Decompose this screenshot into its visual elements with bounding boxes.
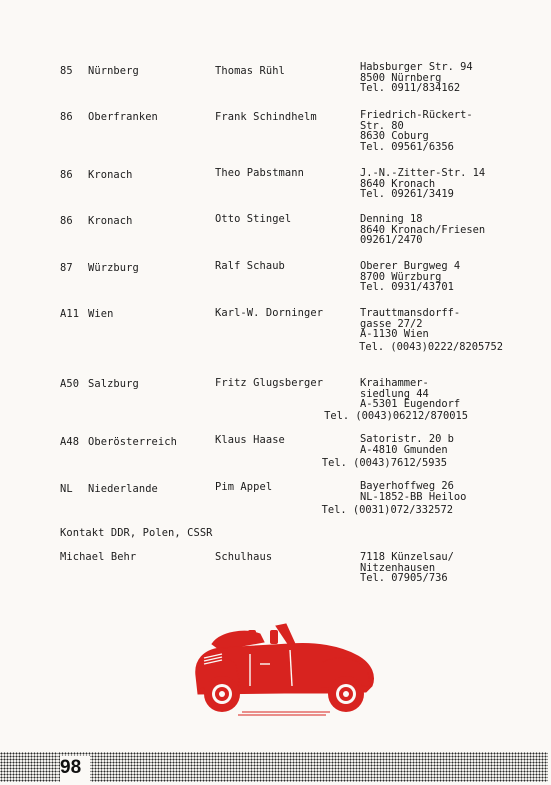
entry-region: Nürnberg	[88, 65, 139, 77]
entry-address	[360, 110, 473, 152]
entry-name: Klaus Haase	[215, 434, 285, 446]
address-line: Tel. 07905/736	[360, 572, 448, 584]
entry-code: NL	[60, 483, 73, 495]
entry-address	[360, 308, 460, 340]
entry-code: A11	[60, 308, 80, 320]
entry-code: 87	[60, 262, 73, 274]
address-line: Friedrich-Rückert-	[360, 109, 473, 121]
contact-org: Schulhaus	[215, 551, 273, 563]
address-line: A-4810 Gmunden	[360, 443, 448, 456]
entry-region: Oberösterreich	[88, 436, 177, 448]
address-line: 7118 Künzelsau/	[360, 551, 454, 563]
address-line: siedlung 44	[360, 387, 429, 400]
address-line: Tel. 09261/3419	[360, 188, 454, 200]
address-line: 09261/2470	[360, 234, 423, 246]
address-line: Str. 80	[360, 119, 404, 132]
address-line: gasse 27/2	[360, 317, 423, 330]
address-line: 8630 Coburg	[360, 130, 429, 142]
entry-address	[360, 214, 485, 246]
address-line: 8700 Würzburg	[360, 270, 442, 283]
entry-code: 86	[60, 215, 73, 227]
address-line: Denning 18	[360, 213, 423, 225]
entry-code: 86	[60, 111, 73, 123]
entry-code: 86	[60, 169, 73, 181]
entry-address	[360, 261, 460, 293]
contact-name: Michael Behr	[60, 551, 137, 563]
address-line: Tel. 09561/6356	[360, 140, 454, 153]
entry-region: Niederlande	[88, 483, 158, 495]
entry-phone: Tel. (0043)7612/5935	[321, 457, 447, 469]
entry-name: Theo Pabstmann	[215, 167, 304, 179]
address-line: A-1130 Wien	[360, 328, 429, 340]
entry-region: Salzburg	[88, 378, 139, 390]
entry-name: Otto Stingel	[215, 213, 292, 225]
address-line: Bayerhoffweg 26	[360, 480, 454, 492]
entry-code: A48	[60, 436, 80, 448]
entry-name: Karl-W. Dorninger	[215, 307, 324, 319]
contact-address	[360, 552, 454, 584]
address-line: A-5301 Eugendorf	[360, 398, 461, 410]
entry-region: Würzburg	[88, 262, 139, 274]
entry-phone: Tel. (0031)072/332572	[321, 504, 453, 516]
address-line: 8640 Kronach/Friesen	[360, 223, 486, 236]
entry-name: Frank Schindhelm	[215, 111, 317, 123]
entry-address	[360, 378, 460, 410]
entry-region: Kronach	[88, 169, 133, 181]
vw-beetle-convertible-illustration	[190, 620, 380, 722]
address-line: Oberer Burgweg 4	[360, 260, 461, 272]
address-line: NL-1852-BB Heiloo	[360, 490, 467, 503]
entry-address	[360, 62, 473, 94]
contact-heading: Kontakt DDR, Polen, CSSR	[60, 527, 213, 539]
page-number: 98	[60, 756, 90, 782]
entry-phone: Tel. (0043)0222/8205752	[359, 341, 503, 353]
address-line: Tel. 0911/834162	[360, 82, 461, 94]
entry-region: Wien	[88, 308, 114, 320]
footer-halftone-strip	[58, 752, 548, 782]
entry-region: Oberfranken	[88, 111, 158, 123]
entry-name: Thomas Rühl	[215, 65, 285, 77]
entry-address	[360, 168, 485, 200]
entry-name: Fritz Glugsberger	[215, 377, 324, 389]
entry-address	[360, 434, 454, 455]
entry-name: Pim Appel	[215, 481, 273, 493]
entry-region: Kronach	[88, 215, 133, 227]
entry-code: 85	[60, 65, 73, 77]
entry-phone: Tel. (0043)06212/870015	[324, 410, 468, 422]
entry-address	[360, 481, 466, 502]
address-line: Habsburger Str. 94	[360, 61, 473, 73]
address-line: Nitzenhausen	[360, 561, 436, 574]
address-line: Tel. 0931/43701	[360, 281, 454, 293]
address-line: J.-N.-Zitter-Str. 14	[360, 167, 486, 179]
address-line: Trauttmansdorff-	[360, 307, 461, 319]
address-line: Satoristr. 20 b	[360, 433, 454, 445]
address-line: Kraihammer-	[360, 377, 429, 389]
address-line: 8640 Kronach	[360, 177, 436, 190]
footer-halftone-left	[0, 752, 58, 782]
entry-code: A50	[60, 378, 80, 390]
address-line: 8500 Nürnberg	[360, 71, 442, 84]
entry-name: Ralf Schaub	[215, 260, 285, 272]
